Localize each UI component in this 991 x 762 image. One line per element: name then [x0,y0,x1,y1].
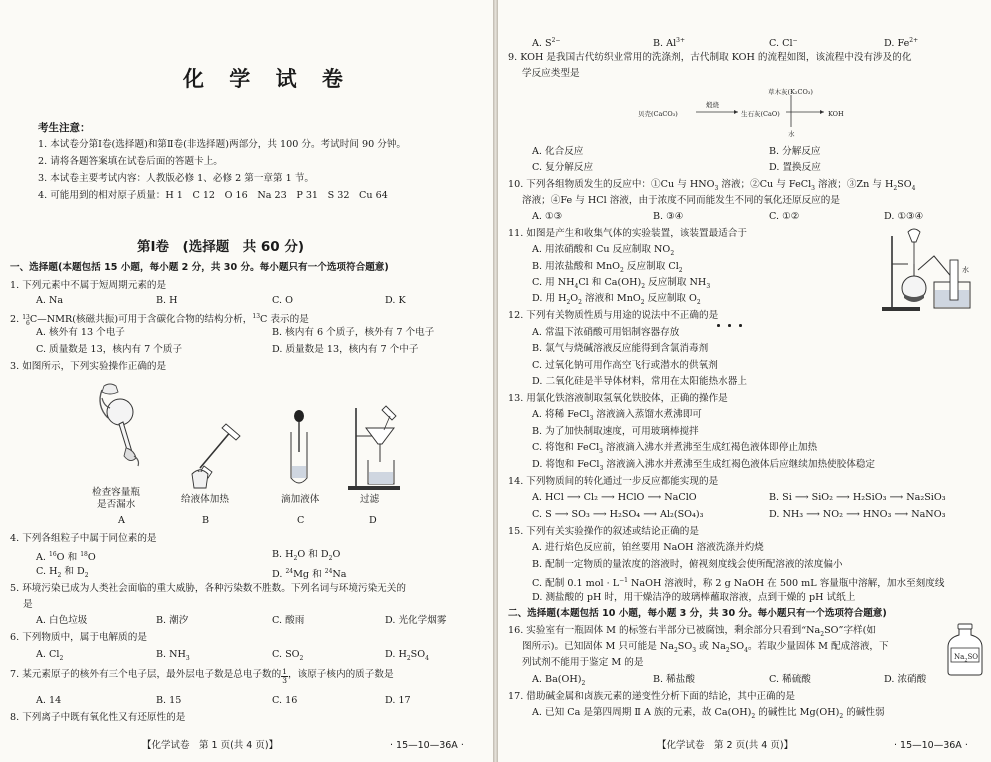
q9-option-d: D. 置换反应 [769,162,821,173]
q10-stem-line2: 溶液；④Fe 与 HCl 溶液，由于浓度不同而能发生不同的氧化还原反应的是 [522,195,840,206]
q14-option-b: B. Si ⟶ SiO₂ ⟶ H₂SiO₃ ⟶ Na₂SiO₃ [769,492,946,503]
q9-option-b: B. 分解反应 [769,146,821,157]
q3-letter-c: C [297,515,305,526]
flow-bottom-input: 水 [788,130,795,138]
q6-option-a: A. $Cl_2$ [36,649,64,662]
q12-option-a: A. 常温下浓硝酸可用铝制容器存放 [532,327,680,338]
flow-mid: 生石灰(CaO) [741,110,780,118]
q9-stem-line2: 学反应类型是 [522,68,580,79]
exam-page-1 [0,0,493,762]
q7-stem: 7. 某元素原子的核外有三个电子层，最外层电子数是总电子数的 $\frac{1}{3}$ ，该原子核内的质子数是 [10,667,394,685]
q2-option-c: C. 质量数是 13，核内有 7 个质子 [36,344,183,355]
emphasis-dot [717,324,720,327]
q10-option-c: C. ①② [769,211,800,222]
q1-stem: 1. 下列元素中不属于短周期元素的是 [10,280,167,291]
q9-stem-line1: 9. KOH 是我国古代纺织业常用的洗涤剂，古代制取 KOH 的流程如图，该流程中没有涉及的化 [508,52,912,63]
q5-option-d: D. 光化学烟雾 [385,615,447,626]
q1-option-c: C. O [272,295,293,306]
q13-stem: 13. 用氯化铁溶液制取氢氧化铁胶体，正确的操作是 [508,393,728,404]
q7-option-d: D. 17 [385,695,411,706]
q9-option-c: C. 复分解反应 [532,162,594,173]
q2-stem: 2. 13 6 C—NMR(核磁共振)可用于含碳化合物的结构分析，$^{13}$C 表示的是 [10,313,309,328]
notice-1: 1. 本试卷分第Ⅰ卷(选择题)和第Ⅱ卷(非选择题)两部分，共 100 分。考试时间 90 分钟。 [38,139,407,150]
q5-stem-line2: 是 [23,599,33,610]
q7-option-c: C. 16 [272,695,298,706]
q11-stem: 11. 如图是产生和收集气体的实验装置，该装置最适合于 [508,228,747,239]
q11-option-a: A. 用浓硝酸和 Cu 反应制取 $NO_2$ [532,244,675,257]
page2-footer-label: 【化学试卷 第 2 页(共 4 页)】 [657,740,794,751]
q13-option-b: B. 为了加快制取速度，可用玻璃棒搅拌 [532,426,699,437]
page2-footer-code: · 15—10—36A · [894,740,968,751]
q4-option-a: A. $^{16}$O 和 $^{18}$O [36,551,96,564]
emphasis-dot [739,324,742,327]
q3-caption-b: 给液体加热 [181,494,229,505]
q3-figure-a [90,382,150,472]
q8-option-c: C. Cl− [769,37,798,50]
section2-heading: 二、选择题(本题包括 10 小题，每小题 3 分，共 30 分。每小题只有一个选项符合题意) [508,608,887,619]
q1-option-a: A. Na [36,295,64,306]
flow-top-input: 草木灰(K₂CO₃) [768,88,813,96]
q3-letter-a: A [118,515,125,526]
q3-figure-c [287,410,311,488]
notice-4: 4. 可能用到的相对原子质量：H 1 C 12 O 16 Na 23 P 31 S 32 Cu 64 [38,190,388,201]
q3-caption-a-line2: 是否漏水 [97,499,136,510]
q4-option-b: B. $H_2O$ 和 $D_2O$ [272,549,341,562]
q3-letter-d: D [369,515,377,526]
exam-page-2 [498,0,991,762]
q8-option-d: D. $Fe^{2+}$ [884,37,919,50]
q16-option-b: B. 稀盐酸 [653,674,695,685]
q14-option-a: A. HCl ⟶ Cl₂ ⟶ HClO ⟶ NaClO [532,492,697,503]
q9-flow-diagram [638,86,868,138]
q16-bottle-label: $Na_2SO$ [954,653,979,664]
page1-footer-code: · 15—10—36A · [390,740,464,751]
q3-stem: 3. 如图所示，下列实验操作正确的是 [10,361,167,372]
q2-option-b: B. 核内有 6 个质子，核外有 7 个电子 [272,327,435,338]
q5-option-c: C. 酸雨 [272,615,305,626]
q17-stem: 17. 借助碱金属和卤族元素的递变性分析下面的结论，其中正确的是 [508,691,795,702]
q15-stem: 15. 下列有关实验操作的叙述或结论正确的是 [508,526,699,537]
section1-heading: 一、选择题(本题包括 15 小题，每小题 2 分，共 30 分。每小题只有一个选项符合题意) [10,262,389,273]
notice-heading: 考生注意： [38,122,91,134]
q12-option-d: D. 二氧化硅是半导体材料，常用在太阳能热水器上 [532,376,747,387]
q4-option-c: C. $H_2$ 和 $D_2$ [36,566,89,579]
part1-heading: 第Ⅰ卷 (选择题 共 60 分) [137,239,305,255]
q11-option-d: D. 用 $H_2O_2$ 溶液和 MnO$_2$ 反应制取 $O_2$ [532,293,701,306]
q16-option-d: D. 浓硝酸 [884,674,927,685]
q6-option-b: B. $NH_3$ [156,649,190,662]
q5-option-a: A. 白色垃圾 [36,615,88,626]
q4-option-d: D. $^{24}$Mg 和 $^{24}$Na [272,568,347,581]
q15-option-b: B. 配制一定物质的量浓度的溶液时，俯视刻度线会使所配溶液的浓度偏小 [532,559,843,570]
q5-stem-line1: 5. 环境污染已成为人类社会面临的重大威胁，各种污染数不胜数。下列名词与环境污染无关的 [10,583,406,594]
q10-stem-line1: 10. 下列各组物质发生的反应中：①Cu 与 $HNO_3$ 溶液；②Cu 与 FeCl$_3$ 溶液；③Zn 与 $H_2SO_4$ [508,179,916,192]
flow-start: 贝壳(CaCO₃) [638,110,678,118]
q10-option-a: A. ①③ [532,211,563,222]
q11-water-label: 水 [962,266,969,274]
q3-caption-d: 过滤 [360,494,380,505]
q7-option-a: A. 14 [36,695,62,706]
q1-option-d: D. K [385,295,406,306]
q12-stem: 12. 下列有关物质性质与用途的说法中不正确的是 [508,310,719,321]
q10-option-d: D. ①③④ [884,211,924,222]
q8-option-a: A. $S^{2-}$ [532,37,561,50]
q12-option-c: C. 过氧化钠可用作高空飞行或潜水的供氧剂 [532,360,718,371]
q15-option-d: D. 测盐酸的 pH 时，用干燥洁净的玻璃棒蘸取溶液，点到干燥的 pH 试纸上 [532,592,856,603]
q16-option-c: C. 稀硫酸 [769,674,811,685]
q3-caption-c: 滴加液体 [281,494,320,505]
q4-stem: 4. 下列各组粒子中属于同位素的是 [10,533,157,544]
q15-option-a: A. 进行焰色反应前，铂丝要用 NaOH 溶液洗涤并灼烧 [532,542,764,553]
q1-option-b: B. H [156,295,178,306]
flow-end: KOH [828,110,844,118]
q16-stem-line3: 列试剂不能用于鉴定 M 的是 [522,657,644,668]
q14-option-d: D. NH₃ ⟶ NO₂ ⟶ HNO₃ ⟶ NaNO₃ [769,509,946,520]
q17-option-a: A. 已知 Ca 是第四周期 Ⅱ A 族的元素，故 $Ca(OH)_2$ 的碱性比 $Mg(OH)_2$ 的碱性弱 [532,707,885,720]
q3-letter-b: B [202,515,210,526]
q3-figure-d [346,404,404,490]
q9-option-a: A. 化合反应 [532,146,584,157]
q8-option-b: B. $Al^{3+}$ [653,37,686,50]
q16-stem-line1: 16. 实验室有一瓶固体 M 的标签右半部分已被腐蚀，剩余部分只看到“$Na_2SO$”字样(如 [508,625,876,638]
q16-stem-line2: 图所示)。已知固体 M 只可能是 $Na_2SO_3$ 或 $Na_2SO_4$。若取少量固体 M 配成溶液，下 [522,641,889,654]
q11-option-b: B. 用浓盐酸和 MnO$_2$ 反应制取 $Cl_2$ [532,261,683,274]
q3-figure-b [182,420,247,490]
page1-footer-label: 【化学试卷 第 1 页(共 4 页)】 [142,740,279,751]
q14-option-c: C. S ⟶ SO₃ ⟶ H₂SO₄ ⟶ Al₂(SO₄)₃ [532,509,704,520]
q3-caption-a-line1: 检查容量瓶 [92,487,140,498]
q16-option-a: A. $Ba(OH)_2$ [532,674,586,687]
q6-stem: 6. 下列物质中，属于电解质的是 [10,632,147,643]
q16-reagent-bottle [946,624,984,676]
emphasis-dot [728,324,731,327]
q13-option-a: A. 将稀 FeCl$_3$ 溶液滴入蒸馏水煮沸即可 [532,409,702,422]
q7-option-b: B. 15 [156,695,182,706]
q8-stem: 8. 下列离子中既有氧化性又有还原性的是 [10,712,186,723]
flow-arrows [638,86,868,138]
q6-option-c: C. $SO_2$ [272,649,304,662]
q11-option-c: C. 用 $NH_4Cl$ 和 $Ca(OH)_2$ 反应制取 $NH_3$ [532,277,711,290]
notice-3: 3. 本试卷主要考试内容：人教版必修 1、必修 2 第一章第 1 节。 [38,173,315,184]
q15-option-c: C. 配制 0.1 mol · $L^{-1}$ NaOH 溶液时，称 2 g NaOH 在 500 mL 容量瓶中溶解，加水至刻度线 [532,577,945,590]
notice-2: 2. 请将各题答案填在试卷后面的答题卡上。 [38,156,223,167]
q10-option-b: B. ③④ [653,211,684,222]
flow-arrow1-label: 煅烧 [706,101,719,109]
q2-option-d: D. 质量数是 13，核内有 7 个中子 [272,344,419,355]
q12-option-b: B. 氯气与烧碱溶液反应能得到含氯消毒剂 [532,343,709,354]
q2-option-a: A. 核外有 13 个电子 [36,327,125,338]
q13-option-d: D. 将饱和 FeCl$_3$ 溶液滴入沸水并煮沸至生成红褐色液体后应继续加热使胶体稳定 [532,459,876,472]
q13-option-c: C. 将饱和 FeCl$_3$ 溶液滴入沸水并煮沸至生成红褐色液体即停止加热 [532,442,818,455]
q5-option-b: B. 潮汐 [156,615,189,626]
q6-option-d: D. $H_2SO_4$ [385,649,429,662]
paper-title: 化 学 试 卷 [183,67,352,91]
q14-stem: 14. 下列物质间的转化通过一步反应都能实现的是 [508,476,719,487]
